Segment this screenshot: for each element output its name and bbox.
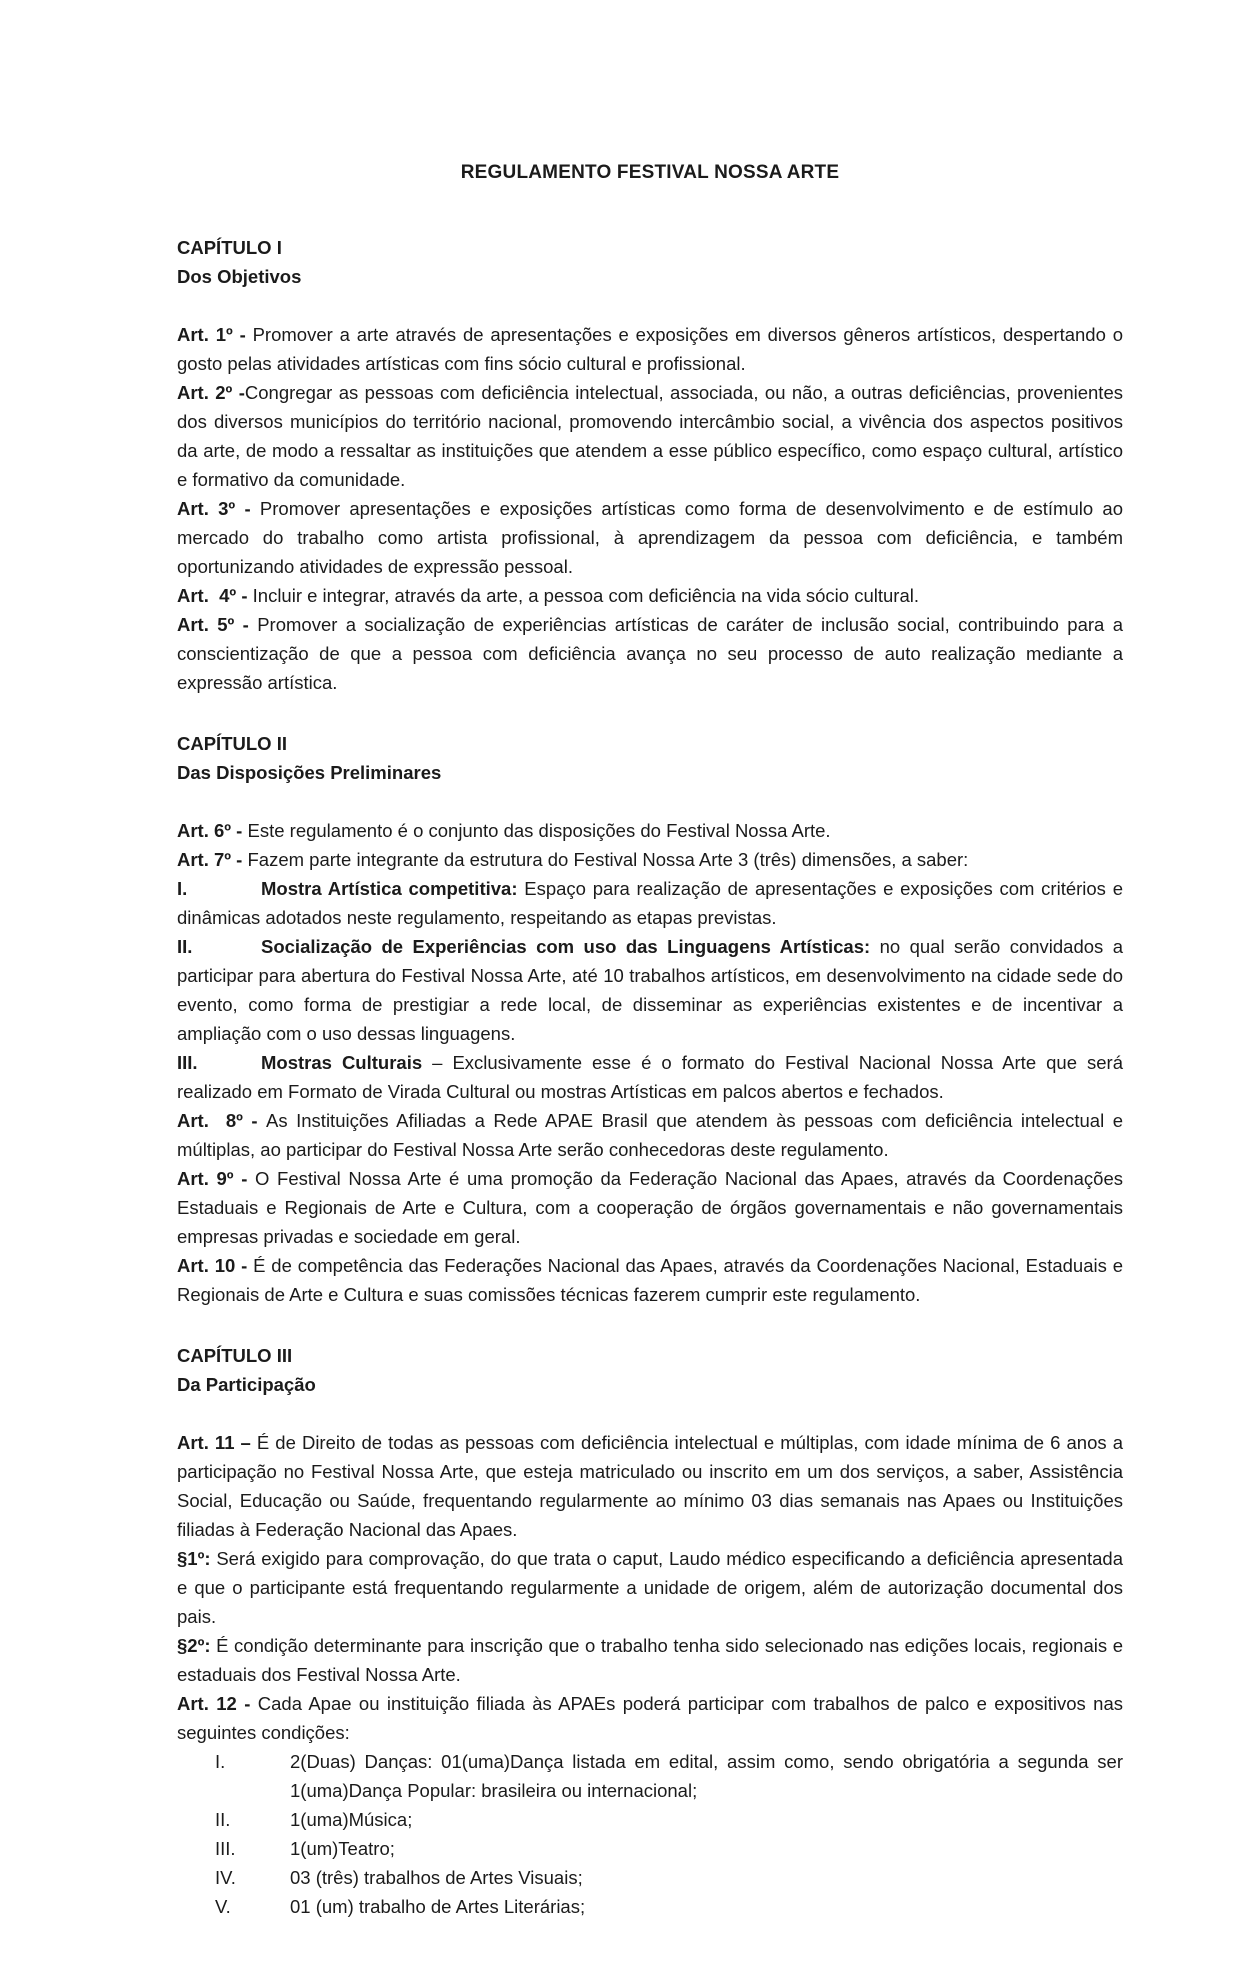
article-12-label: Art. 12 - — [177, 1693, 258, 1714]
article-11-text: É de Direito de todas as pessoas com deficiência intelectual e múltiplas, com idade mínima de 6 anos a participação no Festival Nossa Arte, que esteja matriculado ou inscrito em um dos serviços, a saber, Assistência Social, Educação ou Saúde, frequentando regularmente ao mínimo 03 dias semanais nas Apaes ou Instituições filiadas à Federação Nacional das Apaes. — [177, 1432, 1123, 1540]
chapter-1-subtitle: Dos Objetivos — [177, 266, 302, 287]
article-8-label: Art. 8º - — [177, 1110, 267, 1131]
dimension-item-2-title: Socialização de Experiências com uso das Linguagens Artísticas: — [261, 936, 880, 957]
condition-item-2-text: 1(uma)Música; — [290, 1809, 413, 1830]
article-11 — [177, 1428, 1123, 1544]
article-10-label: Art. 10 - — [177, 1255, 254, 1276]
article-9-label: Art. 9º - — [177, 1168, 255, 1189]
chapter-2-number: CAPÍTULO II — [177, 733, 287, 754]
article-1 — [177, 320, 1123, 378]
chapter-2 — [177, 729, 1123, 1309]
dimension-item-1 — [177, 874, 1123, 932]
article-6 — [177, 816, 1123, 845]
article-1-label: Art. 1º - — [177, 324, 253, 345]
article-5-text: Promover a socialização de experiências artísticas de caráter de inclusão social, contribuindo para a conscientização de que a pessoa com deficiência avança no seu processo de auto realização mediante a expressão artística. — [177, 614, 1123, 693]
chapter-1 — [177, 233, 1123, 697]
article-12 — [177, 1689, 1123, 1747]
dimension-item-3-text: – Exclusivamente esse é o formato do Festival Nacional Nossa Arte que será realizado em Formato de Virada Cultural ou mostras Artísticas em palcos abertos e fechados. — [177, 1052, 1123, 1102]
dimension-item-3-title: Mostras Culturais — [261, 1052, 433, 1073]
dimension-item-1-title: Mostra Artística competitiva: — [261, 878, 525, 899]
article-1-text: Promover a arte através de apresentações e exposições em diversos gêneros artísticos, despertando o gosto pelas atividades artísticas com fins sócio cultural e profissional. — [177, 324, 1123, 374]
condition-item-1-text: 2(Duas) Danças: 01(uma)Dança listada em edital, assim como, sendo obrigatória a segunda ser 1(uma)Dança Popular: brasileira ou internacional; — [290, 1751, 1123, 1801]
dimension-item-3-numeral: III. — [177, 1052, 198, 1073]
paragraph-1-text: Será exigido para comprovação, do que trata o caput, Laudo médico especificando a deficiência apresentada e que o participante está frequentando regularmente a unidade de origem, além de autorização documental dos pais. — [177, 1548, 1123, 1627]
article-6-text: Este regulamento é o conjunto das disposições do Festival Nossa Arte. — [247, 820, 831, 841]
dimension-item-1-text: Espaço para realização de apresentações e exposições com critérios e dinâmicas adotados neste regulamento, respeitando as etapas previstas. — [177, 878, 1123, 928]
condition-item-4-text: 03 (três) trabalhos de Artes Visuais; — [290, 1867, 583, 1888]
condition-item-3 — [177, 1834, 1123, 1863]
chapter-1-body — [177, 320, 1123, 697]
article-8-text: As Instituições Afiliadas a Rede APAE Brasil que atendem às pessoas com deficiência intelectual e múltiplas, ao participar do Festival Nossa Arte serão conhecedoras deste regulamento. — [177, 1110, 1123, 1160]
condition-item-5 — [177, 1892, 1123, 1921]
article-2-label: Art. 2º - — [177, 382, 245, 403]
article-3 — [177, 494, 1123, 581]
article-7-label: Art. 7º - — [177, 849, 248, 870]
chapter-2-subtitle: Das Disposições Preliminares — [177, 762, 442, 783]
article-8 — [177, 1106, 1123, 1164]
condition-item-2-numeral: II. — [215, 1809, 231, 1830]
condition-item-5-text: 01 (um) trabalho de Artes Literárias; — [290, 1896, 586, 1917]
condition-item-2 — [177, 1805, 1123, 1834]
chapter-2-body — [177, 816, 1123, 1309]
article-2-text: Congregar as pessoas com deficiência intelectual, associada, ou não, a outras deficiências, provenientes dos diversos municípios do território nacional, promovendo intercâmbio social, a vivência dos aspectos positivos da arte, de modo a ressaltar as instituições que atendem a esse público específico, como espaço cultural, artístico e formativo da comunidade. — [177, 382, 1123, 490]
dimension-item-2-text: no qual serão convidados a participar para abertura do Festival Nossa Arte, até 10 trabalhos artísticos, em desenvolvimento na cidade sede do evento, como forma de prestigiar a rede local, de disseminar as experiências existentes e de incentivar a ampliação com o uso dessas linguagens. — [177, 936, 1123, 1044]
article-5 — [177, 610, 1123, 697]
condition-item-5-numeral: V. — [215, 1896, 231, 1917]
article-11-label: Art. 11 – — [177, 1432, 257, 1453]
article-3-text: Promover apresentações e exposições artísticas como forma de desenvolvimento e de estímulo ao mercado do trabalho como artista profissional, à aprendizagem da pessoa com deficiência, e também oportunizando atividades de expressão pessoal. — [177, 498, 1123, 577]
article-5-label: Art. 5º - — [177, 614, 258, 635]
chapter-2-heading — [177, 729, 1123, 787]
article-6-label: Art. 6º - — [177, 820, 248, 841]
article-4-label: Art. 4º - — [177, 585, 253, 606]
condition-item-3-text: 1(um)Teatro; — [290, 1838, 395, 1859]
article-3-label: Art. 3º - — [177, 498, 260, 519]
document-title: REGULAMENTO FESTIVAL NOSSA ARTE — [460, 162, 840, 183]
chapter-3-subtitle: Da Participação — [177, 1374, 316, 1395]
article-12-text: Cada Apae ou instituição filiada às APAEs poderá participar com trabalhos de palco e expositivos nas seguintes condições: — [177, 1693, 1123, 1743]
dimension-item-2-numeral: II. — [177, 936, 193, 957]
dimension-item-2 — [177, 932, 1123, 1048]
paragraph-2 — [177, 1631, 1123, 1689]
paragraph-1 — [177, 1544, 1123, 1631]
article-2 — [177, 378, 1123, 494]
chapter-1-number: CAPÍTULO I — [177, 237, 282, 258]
paragraph-1-label: §1º: — [177, 1548, 217, 1569]
article-7-text: Fazem parte integrante da estrutura do Festival Nossa Arte 3 (três) dimensões, a saber: — [247, 849, 969, 870]
article-4-text: Incluir e integrar, através da arte, a pessoa com deficiência na vida sócio cultural. — [252, 585, 919, 606]
dimension-item-3 — [177, 1048, 1123, 1106]
article-10 — [177, 1251, 1123, 1309]
condition-item-1 — [177, 1747, 1123, 1805]
article-10-text: É de competência das Federações Nacional das Apaes, através da Coordenações Nacional, Estaduais e Regionais de Arte e Cultura e suas comissões técnicas fazerem cumprir este regulamento. — [177, 1255, 1123, 1305]
condition-item-3-numeral: III. — [215, 1838, 236, 1859]
chapter-3 — [177, 1341, 1123, 1921]
paragraph-2-text: É condição determinante para inscrição que o trabalho tenha sido selecionado nas edições locais, regionais e estaduais dos Festival Nossa Arte. — [177, 1635, 1123, 1685]
article-9-text: O Festival Nossa Arte é uma promoção da Federação Nacional das Apaes, através da Coordenações Estaduais e Regionais de Arte e Cultura, com a cooperação de órgãos governamentais e não governamentais empresas privadas e sociedade em geral. — [177, 1168, 1123, 1247]
dimension-item-1-numeral: I. — [177, 878, 188, 899]
chapter-3-heading — [177, 1341, 1123, 1399]
condition-item-4 — [177, 1863, 1123, 1892]
paragraph-2-label: §2º: — [177, 1635, 217, 1656]
condition-item-1-numeral: I. — [215, 1751, 226, 1772]
chapter-1-heading — [177, 233, 1123, 291]
article-7 — [177, 845, 1123, 874]
chapter-3-number: CAPÍTULO III — [177, 1345, 293, 1366]
condition-item-4-numeral: IV. — [215, 1867, 236, 1888]
chapter-3-body — [177, 1428, 1123, 1921]
article-9 — [177, 1164, 1123, 1251]
article-4 — [177, 581, 1123, 610]
